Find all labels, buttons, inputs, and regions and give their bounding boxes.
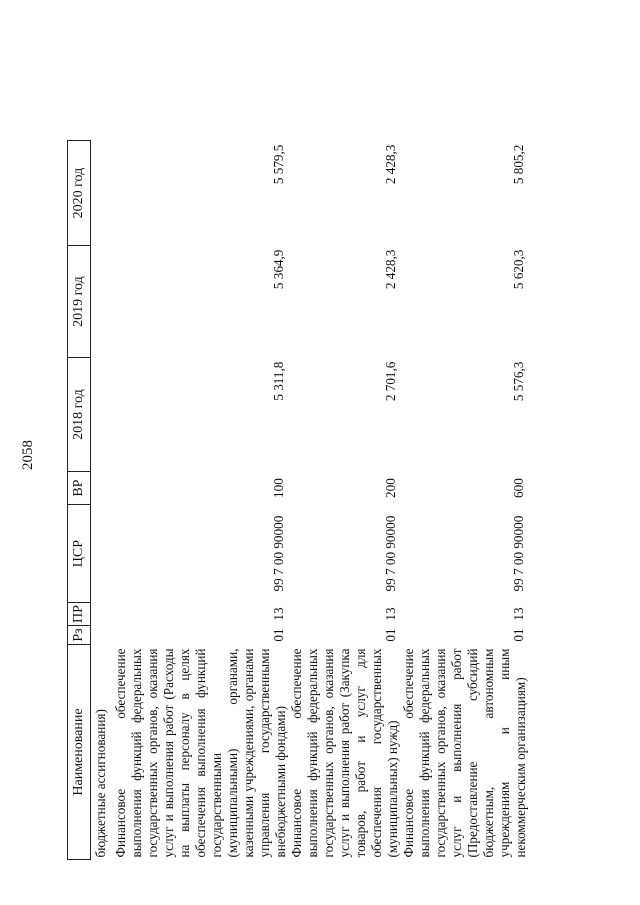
row-2020: 2 428,3 [383, 144, 398, 185]
row-2020: 5 579,5 [271, 144, 286, 185]
row-rz: 01 [271, 628, 286, 642]
row-name: Финансовое обеспечение выполнения функций федеральных государственных органов, оказания услуг и выполнения работ (Предоставление субсидий бюджетным, автономным учреждениям и иным некоммерческим организациям) [401, 648, 528, 858]
page-number: 2058 [20, 440, 36, 470]
row-2020: 5 805,2 [511, 144, 526, 185]
row-csr: 99 7 00 90000 [511, 515, 526, 592]
row-vr: 200 [383, 478, 398, 498]
table-row [401, 141, 529, 860]
header-2020: 2020 год [68, 141, 91, 246]
header-pr: ПР [68, 603, 91, 626]
row-2018: 5 311,8 [271, 361, 286, 401]
row-csr: 99 7 00 90000 [271, 515, 286, 592]
table-row [113, 141, 289, 860]
row-vr: 100 [271, 478, 286, 498]
row-csr: 99 7 00 90000 [383, 515, 398, 592]
row-2019: 2 428,3 [383, 249, 398, 290]
row-pr: 13 [383, 607, 398, 621]
row-2019: 5 620,3 [511, 249, 526, 290]
row-name: Финансовое обеспечение выполнения функций федеральных государственных органов, оказания услуг и выполнения работ (Закупка товаров, работ и услуг для обеспечения государственных (муниципальных) нужд) [289, 648, 400, 858]
row-2018: 5 576,3 [511, 361, 526, 402]
header-name: Наименование [68, 645, 91, 860]
header-2018: 2018 год [68, 358, 91, 472]
row-2019: 5 364,9 [271, 249, 286, 290]
table-header-row [68, 141, 91, 860]
continuation-text: бюджетные ассигнования) [93, 709, 108, 858]
row-name: Финансовое обеспечение выполнения функций федеральных государственных органов, оказания услуг и выполнения работ (Расходы на выплаты персоналу в целях обеспечения выполнения функций государственными (муниципальными) органами, казенными учреждениями, органами управления государственными внебюджетными фондами) [113, 648, 288, 858]
budget-table [67, 140, 529, 860]
row-vr: 600 [511, 478, 526, 498]
row-2018: 2 701,6 [383, 361, 398, 402]
row-rz: 01 [383, 628, 398, 642]
header-csr: ЦСР [68, 505, 91, 603]
table-row-continuation [91, 141, 114, 860]
table-row [289, 141, 401, 860]
row-rz: 01 [511, 628, 526, 642]
row-pr: 13 [511, 607, 526, 621]
header-2019: 2019 год [68, 246, 91, 358]
header-vr: ВР [68, 472, 91, 505]
header-rz: Рз [68, 626, 91, 645]
row-pr: 13 [271, 607, 286, 621]
